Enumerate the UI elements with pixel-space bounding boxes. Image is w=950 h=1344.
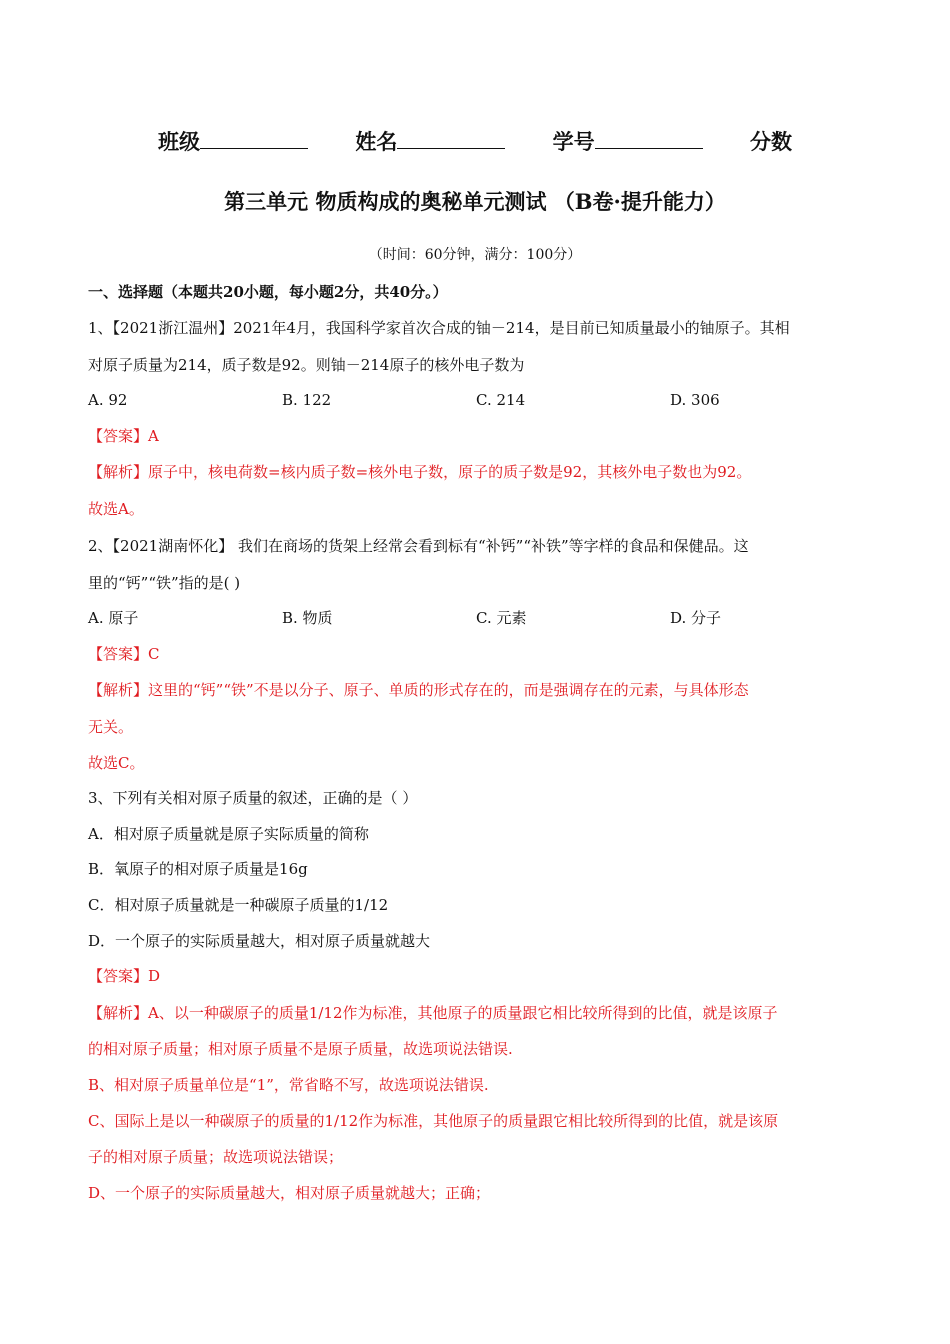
q2-analysis-line1: 【解析】这里的“钙”“铁”不是以分子、原子、单质的形式存在的，而是强调存在的元素，与具体形态 (88, 681, 749, 699)
name-field[interactable] (355, 126, 505, 156)
q1-option-a: A. 92 (88, 391, 128, 409)
q3-analysis-line3: B、相对原子质量单位是“1”，常省略不写，故选项说法错误. (88, 1076, 489, 1094)
q2-text-line1: 2、【2021湖南怀化】 我们在商场的货架上经常会看到标有“补钙”“补铁”等字样的食品和保健品。这 (88, 537, 749, 555)
q2-option-a: A. 原子 (88, 609, 139, 627)
student-id-label: 学号 (552, 129, 595, 154)
q3-option-a: A．相对原子质量就是原子实际质量的简称 (88, 825, 369, 843)
q1-text-line2: 对原子质量为214，质子数是92。则铀－214原子的核外电子数为 (88, 356, 525, 374)
student-info-line (0, 126, 950, 156)
q1-option-b: B. 122 (282, 391, 332, 409)
q3-answer: 【答案】D (88, 967, 161, 985)
page-title: 第三单元 物质构成的奥秘单元测试 （B卷·提升能力） (224, 189, 726, 214)
q2-option-d: D. 分子 (670, 609, 722, 627)
class-blank[interactable] (200, 130, 308, 149)
q3-text-line1: 3、下列有关相对原子质量的叙述，正确的是（ ） (88, 789, 418, 807)
q2-option-c: C. 元素 (476, 609, 527, 627)
section-heading: 一、选择题（本题共20小题，每小题2分，共40分。） (88, 283, 448, 301)
q3-option-d: D．一个原子的实际质量越大，相对原子质量就越大 (88, 932, 431, 950)
q2-option-b: B. 物质 (282, 609, 333, 627)
student-id-field[interactable] (553, 126, 703, 156)
class-label: 班级 (158, 129, 201, 154)
q1-option-c: C. 214 (476, 391, 526, 409)
q3-option-b: B．氧原子的相对原子质量是16g (88, 860, 308, 878)
q2-answer: 【答案】C (88, 645, 160, 663)
q3-analysis-line4: C、国际上是以一种碳原子的质量的1/12作为标准，其他原子的质量跟它相比较所得到的比值，就是该原 (88, 1112, 779, 1130)
q2-text-line2: 里的“钙”“铁”指的是( ) (88, 574, 241, 592)
score-field (750, 126, 792, 156)
student-id-blank[interactable] (595, 130, 703, 149)
q1-option-d: D. 306 (670, 391, 720, 409)
q1-text-line1: 1、【2021浙江温州】2021年4月，我国科学家首次合成的铀－214，是目前已知质量最小的铀原子。其相 (88, 319, 790, 337)
q3-analysis-line1: 【解析】A、以一种碳原子的质量1/12作为标准，其他原子的质量跟它相比较所得到的比值，就是该原子 (88, 1004, 778, 1022)
q3-analysis-line6: D、一个原子的实际质量越大，相对原子质量就越大；正确； (88, 1184, 491, 1202)
q1-analysis-line2: 故选A。 (88, 500, 144, 518)
q3-analysis-line5: 子的相对原子质量；故选项说法错误； (88, 1148, 344, 1166)
q2-analysis-line3: 故选C。 (88, 754, 145, 772)
score-label: 分数 (749, 129, 792, 154)
q3-option-c: C．相对原子质量就是一种碳原子质量的1/12 (88, 896, 389, 914)
class-field[interactable] (158, 126, 308, 156)
page-subtitle: （时间：60分钟，满分：100分） (368, 247, 582, 263)
q1-answer: 【答案】A (88, 427, 159, 445)
q2-analysis-line2: 无关。 (88, 718, 134, 736)
name-label: 姓名 (355, 129, 398, 154)
name-blank[interactable] (397, 130, 505, 149)
q1-analysis-line1: 【解析】原子中，核电荷数=核内质子数=核外电子数，原子的质子数是92，其核外电子数也为92。 (88, 463, 752, 481)
q3-analysis-line2: 的相对原子质量；相对原子质量不是原子质量，故选项说法错误. (88, 1040, 513, 1058)
